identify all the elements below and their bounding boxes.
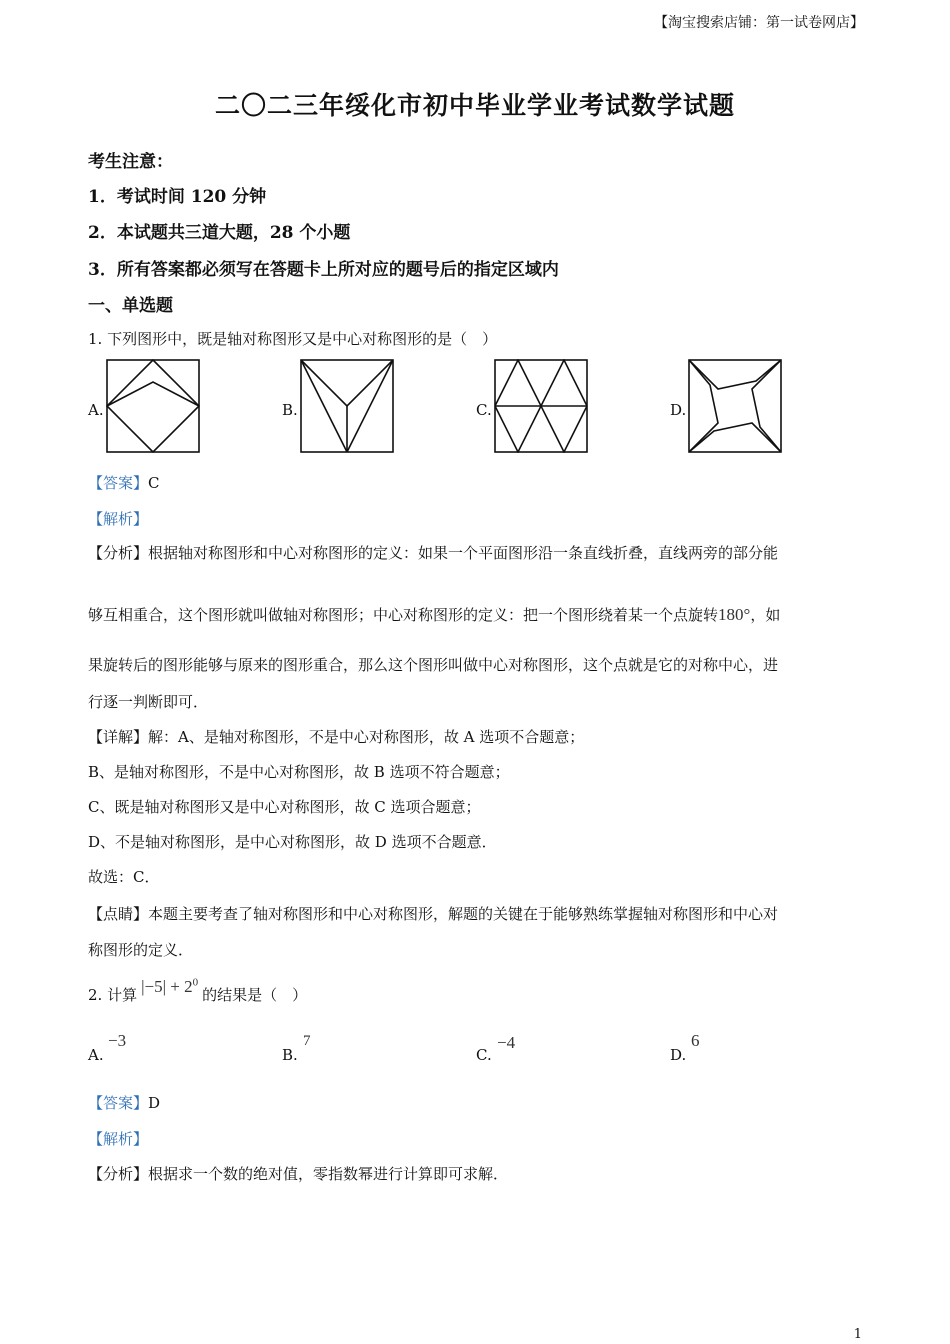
q1-option-d-label: D. (670, 401, 687, 419)
q1-option-a-label: A. (88, 401, 104, 419)
q1-fenxi-angle: 180° (718, 605, 751, 624)
notice-item-1: 1．考试时间 120 分钟 (88, 187, 267, 207)
q1-detail-line-2: B、是轴对称图形，不是中心对称图形，故 B 选项不符合题意； (88, 763, 510, 781)
q2-stem-prefix: 2. 计算 (88, 986, 138, 1004)
q2-expression (141, 977, 198, 996)
q2-analysis-tag: 【解析】 (88, 1130, 149, 1148)
q1-option-d-figure (688, 359, 782, 453)
q1-stem: 1. 下列图形中，既是轴对称图形又是中心对称图形的是（ ） (88, 330, 498, 348)
q2-fenxi: 【分析】根据求一个数的绝对值，零指数幂进行计算即可求解． (88, 1165, 509, 1183)
notice-item-2: 2．本试题共三道大题，28 个小题 (88, 223, 351, 243)
q2-expression-main: |−5| + 2 (141, 977, 193, 996)
q1-dianjing-line-2: 称图形的定义． (88, 941, 194, 959)
q1-fenxi-line-1: 【分析】根据轴对称图形和中心对称图形的定义：如果一个平面图形沿一条直线折叠，直线两旁的部分能 (88, 544, 779, 562)
q1-dianjing-line-1: 【点睛】本题主要考查了轴对称图形和中心对称图形，解题的关键在于能够熟练掌握轴对称图形和中心对 (88, 905, 779, 923)
q2-option-c-label: C. (476, 1046, 492, 1064)
q1-detail-line-4: D、不是轴对称图形，是中心对称图形，故 D 选项不合题意． (88, 833, 497, 851)
q1-fenxi-line-4: 行逐一判断即可． (88, 693, 209, 711)
q2-answer-tag: 【答案】 (88, 1094, 149, 1112)
q1-option-c-figure (494, 359, 588, 453)
q1-analysis-tag: 【解析】 (88, 510, 149, 528)
q1-answer-value: C (148, 474, 160, 492)
q1-option-c-label: C. (476, 401, 492, 419)
q1-answer (88, 472, 160, 493)
q2-option-b-label: B. (282, 1046, 298, 1064)
q1-option-b-label: B. (282, 401, 298, 419)
q2-option-d-value: 6 (691, 1031, 700, 1050)
q1-option-a-figure (106, 359, 200, 453)
notice-item-3: 3．所有答案都必须写在答题卡上所对应的题号后的指定区域内 (88, 260, 559, 280)
q1-fenxi-line-2 (88, 604, 780, 625)
notice-heading: 考生注意： (88, 152, 173, 172)
q2-option-a-value: −3 (108, 1031, 127, 1050)
section-heading: 一、单选题 (88, 296, 173, 316)
q2-expression-exponent: 0 (192, 976, 199, 989)
q2-answer-value: D (148, 1094, 161, 1112)
q2-option-d-label: D. (670, 1046, 687, 1064)
q1-fenxi-line-2-tail: ，如 (750, 606, 781, 624)
q2-answer (88, 1092, 160, 1113)
q1-fenxi-line-3: 果旋转后的图形能够与原来的图形重合，那么这个图形叫做中心对称图形，这个点就是它的对称中心，进 (88, 656, 779, 674)
page-number: 1 (853, 1327, 862, 1342)
q1-fenxi-line-2-text: 够互相重合，这个图形就叫做轴对称图形；中心对称图形的定义：把一个图形绕着某一个点旋转 (88, 606, 719, 624)
shop-header: 【淘宝搜索店铺：第一试卷网店】 (654, 15, 864, 31)
q1-answer-tag: 【答案】 (88, 474, 149, 492)
q2-option-a-label: A. (88, 1046, 104, 1064)
q2-stem (88, 976, 308, 1005)
q2-option-b-value: 7 (303, 1033, 311, 1049)
q2-option-c-value: −4 (497, 1033, 516, 1052)
q2-stem-suffix: 的结果是（ ） (202, 986, 308, 1004)
q1-detail-line-3: C、既是轴对称图形又是中心对称图形，故 C 选项合题意； (88, 798, 481, 816)
q1-detail-line-5: 故选：C． (88, 868, 160, 886)
q1-detail-line-1: 【详解】解：A、是轴对称图形，不是中心对称图形，故 A 选项不合题意； (88, 728, 585, 746)
page-title: 二〇二三年绥化市初中毕业学业考试数学试题 (214, 91, 735, 120)
q1-option-b-figure (300, 359, 394, 453)
